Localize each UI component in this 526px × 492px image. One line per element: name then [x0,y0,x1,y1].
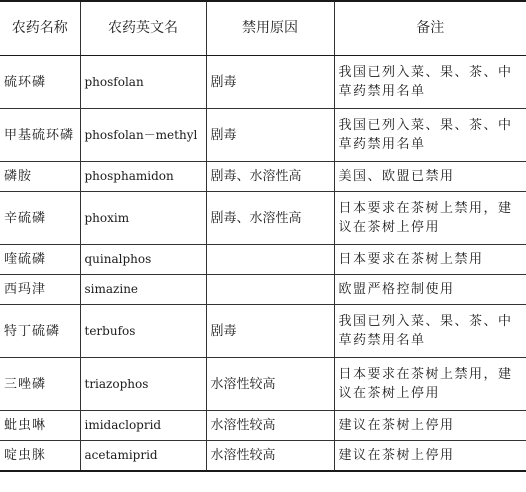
cell-remarks: 日本要求在茶树上禁用，建议在茶树上停用 [334,358,526,411]
header-pesticide-name: 农药名称 [0,1,80,56]
table-row [0,358,526,411]
cell-pesticide-name: 喹硫磷 [0,245,80,275]
table-body [0,56,526,472]
cell-pesticide-name: 磷胺 [0,162,80,192]
cell-ban-reason: 水溶性较高 [206,411,334,441]
cell-ban-reason: 剧毒、水溶性高 [206,192,334,245]
header-english-name: 农药英文名 [80,1,206,56]
table-header-row [0,1,526,56]
cell-remarks: 日本要求在茶树上禁用 [334,245,526,275]
header-ban-reason: 禁用原因 [206,1,334,56]
cell-english-name: triazophos [80,358,206,411]
table-row [0,275,526,305]
cell-ban-reason: 剧毒 [206,56,334,109]
cell-remarks: 日本要求在茶树上禁用，建议在茶树上停用 [334,192,526,245]
cell-english-name: phosfolan [80,56,206,109]
table-row [0,109,526,162]
table-row [0,411,526,441]
cell-ban-reason: 水溶性较高 [206,358,334,411]
cell-remarks: 美国、欧盟已禁用 [334,162,526,192]
cell-english-name: terbufos [80,305,206,358]
cell-ban-reason: 剧毒、水溶性高 [206,162,334,192]
cell-ban-reason: 剧毒 [206,305,334,358]
cell-ban-reason: 水溶性较高 [206,441,334,472]
cell-remarks: 我国已列入菜、果、茶、中草药禁用名单 [334,56,526,109]
cell-ban-reason [206,275,334,305]
cell-pesticide-name: 硫环磷 [0,56,80,109]
cell-english-name: phosfolan－methyl [80,109,206,162]
cell-remarks: 我国已列入菜、果、茶、中草药禁用名单 [334,305,526,358]
table-row [0,441,526,472]
cell-english-name: acetamiprid [80,441,206,472]
cell-pesticide-name: 三唑磷 [0,358,80,411]
table-row [0,56,526,109]
table-row [0,305,526,358]
cell-ban-reason [206,245,334,275]
cell-pesticide-name: 辛硫磷 [0,192,80,245]
cell-remarks: 建议在茶树上停用 [334,441,526,472]
cell-english-name: quinalphos [80,245,206,275]
cell-pesticide-name: 蚍虫啉 [0,411,80,441]
cell-english-name: imidacloprid [80,411,206,441]
cell-remarks: 我国已列入菜、果、茶、中草药禁用名单 [334,109,526,162]
cell-pesticide-name: 特丁硫磷 [0,305,80,358]
cell-remarks: 建议在茶树上停用 [334,411,526,441]
cell-english-name: simazine [80,275,206,305]
table-row [0,192,526,245]
cell-remarks: 欧盟严格控制使用 [334,275,526,305]
table-row [0,162,526,192]
cell-pesticide-name: 甲基硫环磷 [0,109,80,162]
header-remarks: 备注 [334,1,526,56]
table-row [0,245,526,275]
cell-ban-reason: 剧毒 [206,109,334,162]
cell-pesticide-name: 西玛津 [0,275,80,305]
cell-pesticide-name: 啶虫脒 [0,441,80,472]
cell-english-name: phoxim [80,192,206,245]
cell-english-name: phosphamidon [80,162,206,192]
